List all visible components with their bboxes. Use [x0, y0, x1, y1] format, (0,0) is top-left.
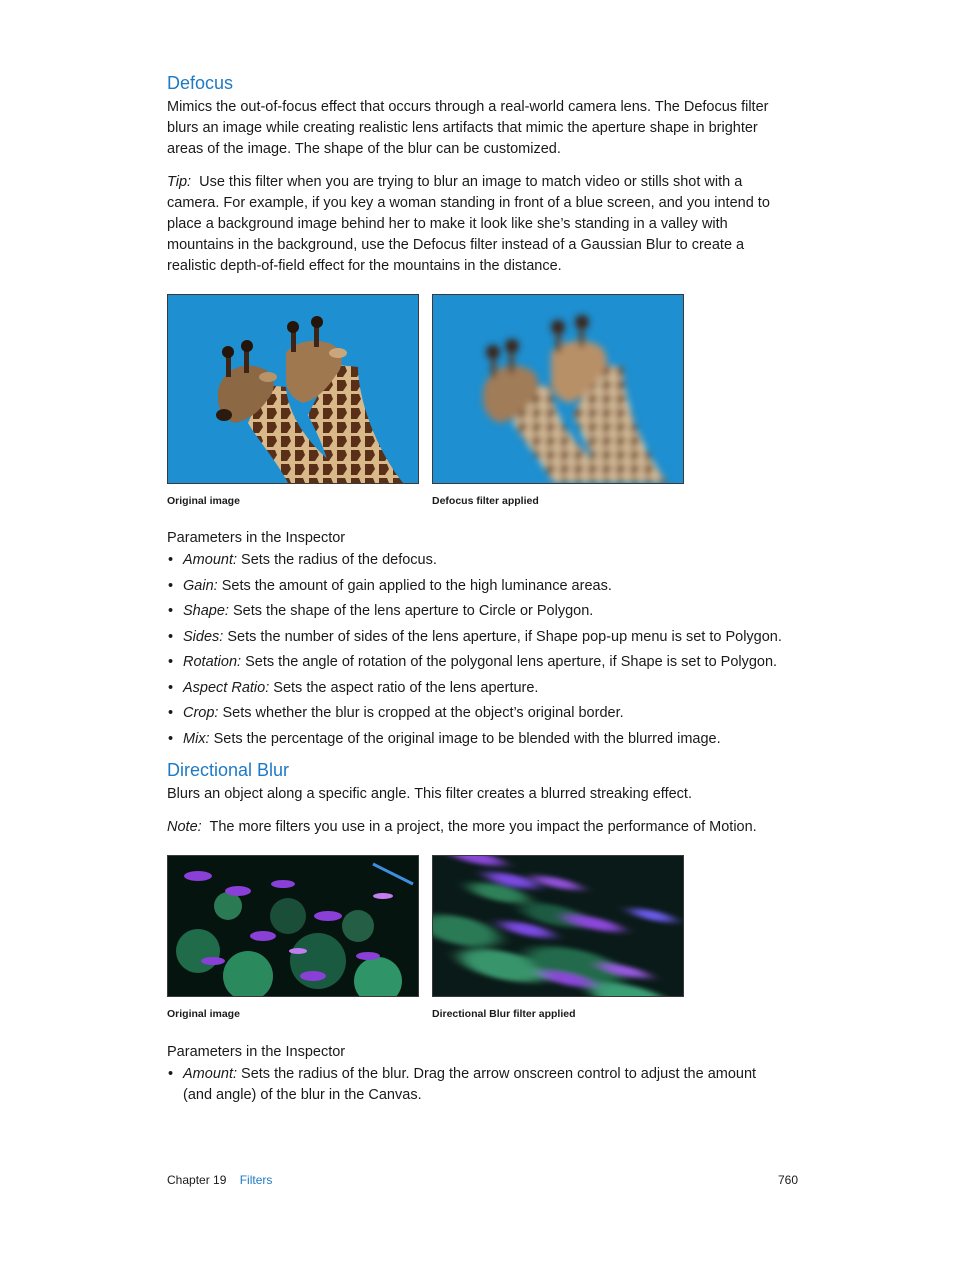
list-item: • Amount: Sets the radius of the blur. Drag the arrow onscreen control to adjust the amount (and angle) of the blur in the Canvas. [168, 1065, 757, 1103]
bullet: • [168, 577, 174, 594]
bullet: • [168, 603, 174, 619]
list-item: • Crop: Sets whether the blur is cropped at the object’s original border. [167, 703, 787, 724]
note-text: The more filters you use in a project, the more you impact the performance of Motion. [209, 818, 757, 835]
list-item: • Sides: Sets the number of sides of the lens aperture, if Shape pop-up menu is set to Polygon. [167, 627, 787, 648]
defocus-caption-original: Original image [167, 495, 240, 507]
directional-params-list [167, 1064, 787, 1106]
defocus-params-list [167, 550, 787, 750]
directional-note [167, 817, 787, 838]
giraffe-original-image [167, 294, 419, 484]
directional-description: Blurs an object along a specific angle. This filter creates a blurred streaking effect. [167, 785, 692, 802]
list-item: • Rotation: Sets the angle of rotation of the polygonal lens aperture, if Shape is set to Polygon. [167, 652, 787, 673]
list-item: • Aspect Ratio: Sets the aspect ratio of the lens aperture. [167, 678, 787, 699]
bullet: • [168, 679, 174, 696]
defocus-params-heading: Parameters in the Inspector [167, 530, 346, 546]
defocus-caption-applied: Defocus filter applied [432, 495, 539, 507]
directional-heading: Directional Blur [167, 759, 290, 780]
list-item: • Mix: Sets the percentage of the original image to be blended with the blurred image. [167, 729, 787, 750]
defocus-tip [167, 172, 787, 277]
list-item: • Gain: Sets the amount of gain applied to the high luminance areas. [167, 576, 787, 597]
defocus-figures [167, 294, 787, 507]
directional-caption-original: Original image [167, 1007, 240, 1020]
footer-chapter-link[interactable]: Filters [239, 1173, 273, 1187]
page-footer [167, 1173, 798, 1187]
reef-directional-blur-image [432, 855, 684, 997]
note-label: Note: [167, 818, 202, 835]
bullet: • [168, 705, 174, 721]
page-number: 760 [777, 1173, 798, 1187]
giraffe-defocused-image [432, 294, 684, 484]
page-body [167, 72, 787, 1110]
list-item: • Amount: Sets the radius of the defocus. [167, 550, 787, 571]
directional-figure-applied [432, 855, 684, 1020]
tip-label: Tip: [167, 174, 192, 190]
directional-figures [167, 855, 787, 1020]
directional-params-heading: Parameters in the Inspector [167, 1043, 346, 1060]
footer-chapter: Chapter 19 [167, 1173, 227, 1187]
bullet: • [168, 730, 174, 747]
defocus-figure-original [167, 294, 419, 507]
bullet: • [168, 654, 174, 670]
directional-figure-original [167, 855, 419, 1020]
bullet: • [168, 552, 174, 568]
directional-caption-applied: Directional Blur filter applied [432, 1007, 576, 1020]
defocus-heading: Defocus [167, 73, 234, 93]
defocus-description: Mimics the out-of-focus effect that occurs through a real-world camera lens. The Defocus filter blurs an image while creating realistic lens artifacts that mimic the aperture shape in brighter areas of the image. The shape of the blur can be customized. [167, 99, 769, 157]
list-item: • Shape: Sets the shape of the lens aperture to Circle or Polygon. [167, 601, 787, 622]
tip-text: Use this filter when you are trying to blur an image to match video or stills shot with a camera. For example, if you key a woman standing in front of a blue screen, and you intend to place a background image behind her to make it look like she’s standing in a valley with mountains in the background, use the Defocus filter instead of a Gaussian Blur to create a realistic depth-of-field effect for the mountains in the distance. [167, 174, 770, 274]
defocus-figure-applied [432, 294, 684, 507]
reef-original-image [167, 855, 419, 997]
bullet: • [168, 628, 174, 645]
bullet: • [168, 1065, 174, 1082]
